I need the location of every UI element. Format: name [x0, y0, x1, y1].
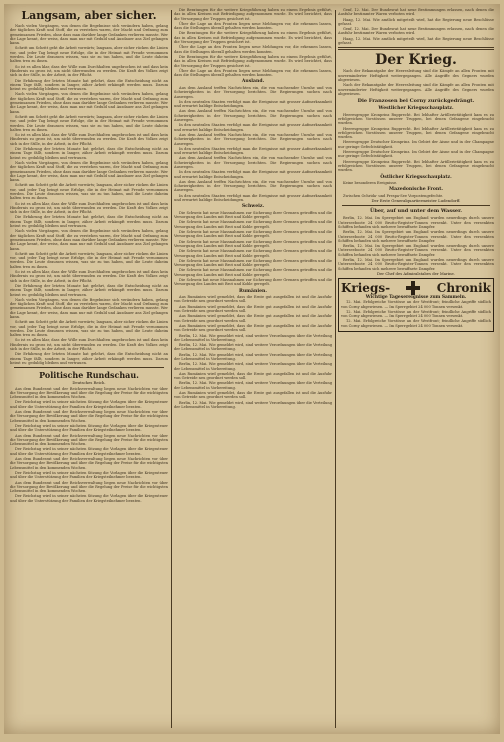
- paragraph: So ist es allen klar, dass der Wille zum Durchhalten ungebrochen ist und dass kein Hindernis zu gross ist, um nicht überwunden zu werden. Die Kraft des Volkes zeigt sich in der Stille, in der Arbeit, in der Pflicht.: [10, 201, 168, 215]
- paragraph: 12. Mai. Erfolgreiche Vorstösse an der Westfront; feindliche Angriffe südlich von Corny abgewiesen. — Im Sperrgebiet 24 000 Tonnen versenkt.: [341, 309, 491, 319]
- paragraph: Aus dem Ausland treffen Nachrichten ein, die von wachsender Unruhe und von Schwierigkeiten in der Versorgung berichten. Die Regierungen suchen nach Auswegen.: [174, 156, 332, 169]
- kriegs-chronik-title-right: Chronik: [436, 280, 491, 295]
- subheading: Mazedonische Front.: [389, 187, 443, 193]
- paragraph: In den neutralen Staaten verfolgt man die Ereignisse mit grosser Aufmerksamkeit und erwartet baldige Entscheidungen.: [174, 99, 332, 109]
- paragraph: Die Erfahrung der letzten Monate hat gelehrt, dass die Entscheidung nicht an einem Tage fällt, sondern in langer, zäher Arbeit erkämpft werden muss. Darum heisst es: geduldig bleiben und vertrauen.: [10, 147, 168, 160]
- paragraph: Nach vielen Vorgängen, von denen die Begebnisse sich verändern haben, gelang der täglichen Kraft und Stoff, die zu verstehen waren, der Macht und Ordnung zum gemeinsamen Frieden, ohne dass man darüber lange Gedanken verlieren musste. Wer die Lage kennt, der weiss, dass man nur mit Geduld und Ausdauer ans Ziel gelangen kann.: [10, 24, 168, 46]
- paragraph: Schritt um Schritt geht die Arbeit vorwärts; langsam, aber sicher rücken die Linien vor, und jeder Tag bringt neue Erfolge, die in der Heimat mit Freude vernommen werden. Die Leute draussen wissen, was sie zu tun haben, und die Leute daheim halten treu zu ihnen.: [10, 114, 168, 132]
- paragraph: Haag, 12. Mai. Wie amtlich mitgeteilt wird, hat die Regierung neue Beschlüsse gefasst.: [338, 17, 494, 26]
- subheading: Östlicher Kriegsschauplatz.: [380, 174, 452, 180]
- paragraph: Schritt um Schritt geht die Arbeit vorwärts; langsam, aber sicher rücken die Linien vor, und jeder Tag bringt neue Erfolge, die in der Heimat mit Freude vernommen werden. Die Leute draussen wissen, was sie zu tun haben, und die Leute daheim halten treu zu ihnen.: [10, 251, 168, 269]
- paragraph: Die Schweiz hat neue Massnahmen zur Sicherung ihrer Grenzen getroffen und die Versorgung des Landes mit Brot und Kohle geregelt.: [174, 220, 332, 229]
- paragraph: Nach der Bekanntgabe der Heeresleitung sind die Kämpfe an allen Fronten mit unverminderter Heftigkeit weitergegangen. Alle Angriffe des Gegners wurden abgewiesen.: [338, 83, 494, 96]
- paragraph: Aus Rumänien wird gemeldet, dass die Ernte gut ausgefallen ist und die Ausfuhr von Getreide neu geordnet werden soll.: [174, 304, 332, 314]
- column-2: [174, 8, 332, 730]
- paragraph: Schritt um Schritt geht die Arbeit vorwärts; langsam, aber sicher rücken die Linien vor, und jeder Tag bringt neue Erfolge, die in der Heimat mit Freude vernommen werden. Die Leute draussen wissen, was sie zu tun haben, und die Leute daheim halten treu zu ihnen.: [10, 183, 168, 201]
- paragraph: So ist es allen klar, dass der Wille zum Durchhalten ungebrochen ist und dass kein Hindernis zu gross ist, um nicht überwunden zu werden. Die Kraft des Volkes zeigt sich in der Stille, in der Arbeit, in der Pflicht.: [10, 64, 168, 78]
- paragraph: Berlin, 12. Mai. Im Sperrgebiet um England wurden neuerdings durch unsere Unterseeboote 24 000 Brutto-Register-Tonnen versenkt. Unter den versenkten Schiffen befanden sich mehrere bewaffnete Dampfer.: [338, 230, 494, 243]
- paragraph: In den neutralen Staaten verfolgt man die Ereignisse mit grosser Aufmerksamkeit und erwartet baldige Entscheidungen.: [174, 146, 332, 156]
- paragraph: Die Erfahrung der letzten Monate hat gelehrt, dass die Entscheidung nicht an einem Tage fällt, sondern in langer, zäher Arbeit erkämpft werden muss. Darum heisst es: geduldig bleiben und vertrauen.: [10, 352, 168, 365]
- paragraph: Nach der Bekanntgabe der Heeresleitung sind die Kämpfe an allen Fronten mit unverminderter Heftigkeit weitergegangen. Alle Angriffe des Gegners wurden abgewiesen.: [338, 69, 494, 82]
- section-title: Schweiz.: [241, 204, 265, 210]
- paragraph: Die Schweiz hat neue Massnahmen zur Sicherung ihrer Grenzen getroffen und die Versorgung des Landes mit Brot und Kohle geregelt.: [174, 268, 332, 277]
- paragraph: Aus dem Ausland treffen Nachrichten ein, die von wachsender Unruhe und von Schwierigkeiten in der Versorgung berichten. Die Regierungen suchen nach Auswegen.: [174, 132, 332, 146]
- paragraph: Genf, 12. Mai. Der Bundesrat hat neue Bestimmungen erlassen, nach denen die Ausfuhr bestimmter Waren verboten wird.: [338, 8, 494, 17]
- paragraph: Die Beratungen für die weitere Kriegsführung haben zu einem Ergebnis geführt, das in allen Kreisen mit Befriedigung aufgenommen wurde. Es wird berichtet, dass die Versorgung der Truppen gesichert ist.: [174, 8, 332, 21]
- paragraph: Aus dem Bundesrat und der Reichsverwaltung liegen neue Nachrichten vor über die Versorgung der Bevölkerung und über die Regelung der Preise für die wichtigsten Lebensmittel in den kommenden Wochen.: [10, 433, 168, 447]
- paragraph: Aus Rumänien wird gemeldet, dass die Ernte gut ausgefallen ist und die Ausfuhr von Getreide neu geordnet werden soll.: [174, 371, 332, 381]
- paragraph: Schritt um Schritt geht die Arbeit vorwärts; langsam, aber sicher rücken die Linien vor, und jeder Tag bringt neue Erfolge, die in der Heimat mit Freude vernommen werden. Die Leute draussen wissen, was sie zu tun haben, und die Leute daheim halten treu zu ihnen.: [10, 320, 168, 338]
- paragraph: Die Schweiz hat neue Massnahmen zur Sicherung ihrer Grenzen getroffen und die Versorgung des Landes mit Brot und Kohle geregelt.: [174, 278, 332, 287]
- paragraph: Die Schweiz hat neue Massnahmen zur Sicherung ihrer Grenzen getroffen und die Versorgung des Landes mit Brot und Kohle geregelt.: [174, 239, 332, 248]
- paragraph: In den neutralen Staaten verfolgt man die Ereignisse mit grosser Aufmerksamkeit und erwartet baldige Entscheidungen.: [174, 123, 332, 132]
- paragraph: Schritt um Schritt geht die Arbeit vorwärts; langsam, aber sicher rücken die Linien vor, und jeder Tag bringt neue Erfolge, die in der Heimat mit Freude vernommen werden. Die Leute draussen wissen, was sie zu tun haben, und die Leute daheim halten treu zu ihnen.: [10, 46, 168, 64]
- paragraph: Die Schweiz hat neue Massnahmen zur Sicherung ihrer Grenzen getroffen und die Versorgung des Landes mit Brot und Kohle geregelt.: [174, 258, 332, 268]
- signature-byline: Der Chef des Admiralstabes der Marine.: [377, 270, 455, 276]
- paragraph: Heeresgruppe Kronprinz Rupprecht. Bei lebhafter Artillerietätigkeit kam es zu erfolgreichen Vorstössen unserer Truppen, bei denen Gefangene eingebracht wurden.: [338, 159, 494, 173]
- kriegs-chronik-header: [341, 281, 491, 295]
- subheading: Die Franzosen bei Corny zurückgedrängt.: [357, 98, 475, 105]
- paragraph: So ist es allen klar, dass der Wille zum Durchhalten ungebrochen ist und dass kein Hindernis zu gross ist, um nicht überwunden zu werden. Die Kraft des Volkes zeigt sich in der Stille, in der Arbeit, in der Pflicht.: [10, 338, 168, 352]
- paragraph: Haag, 12. Mai. Wie amtlich mitgeteilt wird, hat die Regierung neue Beschlüsse gefasst.: [338, 36, 494, 46]
- paragraph: Aus dem Bundesrat und der Reichsverwaltung liegen neue Nachrichten vor über die Versorgung der Bevölkerung und über die Regelung der Preise für die wichtigsten Lebensmittel in den kommenden Wochen.: [10, 410, 168, 423]
- paragraph: Berlin, 12. Mai. Wie gemeldet wird, sind weitere Verordnungen über die Verteilung der Lebensmittel in Vorbereitung.: [174, 400, 332, 409]
- paragraph: Heeresgruppe Deutscher Kronprinz. Im Gebiet der Aisne und in der Champagne nur geringe Gefechtstätigkeit.: [338, 140, 494, 149]
- paragraph: Die Erfahrung der letzten Monate hat gelehrt, dass die Entscheidung nicht an einem Tage fällt, sondern in langer, zäher Arbeit erkämpft werden muss. Darum heisst es: geduldig bleiben und vertrauen.: [10, 283, 168, 297]
- paragraph: Der Reichstag wird in seiner nächsten Sitzung die Vorlagen über die Kriegssteuer und über die Unterstützung der Familien der Kriegsteilnehmer beraten.: [10, 470, 168, 480]
- paragraph: 12. Mai. Erfolgreiche Vorstösse an der Westfront; feindliche Angriffe südlich von Corny abgewiesen. — Im Sperrgebiet 24 000 Tonnen versenkt.: [341, 319, 491, 328]
- paragraph: Berlin, 12. Mai. Wie gemeldet wird, sind weitere Verordnungen über die Verteilung der Lebensmittel in Vorbereitung.: [174, 381, 332, 390]
- paragraph: Aus Rumänien wird gemeldet, dass die Ernte gut ausgefallen ist und die Ausfuhr von Getreide neu geordnet werden soll.: [174, 323, 332, 333]
- paragraph: Heeresgruppe Kronprinz Rupprecht. Bei lebhafter Artillerietätigkeit kam es zu erfolgreichen Vorstössen unserer Truppen, bei denen Gefangene eingebracht wurden.: [338, 126, 494, 140]
- paragraph: In den neutralen Staaten verfolgt man die Ereignisse mit grosser Aufmerksamkeit und erwartet baldige Entscheidungen.: [174, 193, 332, 203]
- paragraph: Aus Rumänien wird gemeldet, dass die Ernte gut ausgefallen ist und die Ausfuhr von Getreide neu geordnet werden soll.: [174, 391, 332, 400]
- separator: [14, 367, 164, 368]
- section-byline: Deutsches Reich.: [72, 380, 106, 386]
- paragraph: 12. Mai. Erfolgreiche Vorstösse an der Westfront; feindliche Angriffe südlich von Corny abgewiesen. — Im Sperrgebiet 24 000 Tonnen versenkt.: [341, 300, 491, 309]
- column-3: [338, 8, 494, 730]
- paragraph: Aus dem Ausland treffen Nachrichten ein, die von wachsender Unruhe und von Schwierigkeiten in der Versorgung berichten. Die Regierungen suchen nach Auswegen.: [174, 85, 332, 99]
- paragraph: Berlin, 12. Mai. Im Sperrgebiet um England wurden neuerdings durch unsere Unterseeboote 24 000 Brutto-Register-Tonnen versenkt. Unter den versenkten Schiffen befanden sich mehrere bewaffnete Dampfer.: [338, 244, 494, 257]
- paragraph: Berlin, 12. Mai. Wie gemeldet wird, sind weitere Verordnungen über die Verteilung der Lebensmittel in Vorbereitung.: [174, 352, 332, 361]
- paragraph: Über die Lage an den Fronten liegen neue Meldungen vor, die erkennen lassen, dass die Stellungen überall gehalten werden konnten.: [174, 45, 332, 54]
- paragraph: Zwischen Ochrida- und Prespa-See Vorpostengefechte.: [343, 193, 444, 198]
- iron-cross-icon: [406, 281, 420, 295]
- paragraph: Die Beratungen für die weitere Kriegsführung haben zu einem Ergebnis geführt, das in allen Kreisen mit Befriedigung aufgenommen wurde. Es wird berichtet, dass die Versorgung der Truppen gesichert ist.: [174, 31, 332, 45]
- separator: [342, 205, 490, 206]
- paragraph: In den neutralen Staaten verfolgt man die Ereignisse mit grosser Aufmerksamkeit und erwartet baldige Entscheidungen.: [174, 170, 332, 179]
- paragraph: Berlin, 12. Mai. Wie gemeldet wird, sind weitere Verordnungen über die Verteilung der Lebensmittel in Vorbereitung.: [174, 333, 332, 342]
- section-title: Ausland.: [241, 79, 265, 85]
- paragraph: Nach vielen Vorgängen, von denen die Begebnisse sich verändern haben, gelang der täglichen Kraft und Stoff, die zu verstehen waren, der Macht und Ordnung zum gemeinsamen Frieden, ohne dass man darüber lange Gedanken verlieren musste. Wer die Lage kennt, der weiss, dass man nur mit Geduld und Ausdauer ans Ziel gelangen kann.: [10, 92, 168, 114]
- signature-byline: Der Erste Generalquartiermeister Ludendorff.: [371, 198, 461, 204]
- paragraph: Die Beratungen für die weitere Kriegsführung haben zu einem Ergebnis geführt, das in allen Kreisen mit Befriedigung aufgenommen wurde. Es wird berichtet, dass die Versorgung der Truppen gesichert ist.: [174, 54, 332, 68]
- paragraph: Die Schweiz hat neue Massnahmen zur Sicherung ihrer Grenzen getroffen und die Versorgung des Landes mit Brot und Kohle geregelt.: [174, 210, 332, 220]
- paragraph: Aus Rumänien wird gemeldet, dass die Ernte gut ausgefallen ist und die Ausfuhr von Getreide neu geordnet werden soll.: [174, 314, 332, 323]
- paragraph: Nach vielen Vorgängen, von denen die Begebnisse sich verändern haben, gelang der täglichen Kraft und Stoff, die zu verstehen waren, der Macht und Ordnung zum gemeinsamen Frieden, ohne dass man darüber lange Gedanken verlieren musste. Wer die Lage kennt, der weiss, dass man nur mit Geduld und Ausdauer ans Ziel gelangen kann.: [10, 229, 168, 251]
- paragraph: So ist es allen klar, dass der Wille zum Durchhalten ungebrochen ist und dass kein Hindernis zu gross ist, um nicht überwunden zu werden. Die Kraft des Volkes zeigt sich in der Stille, in der Arbeit, in der Pflicht.: [10, 133, 168, 146]
- paragraph: So ist es allen klar, dass der Wille zum Durchhalten ungebrochen ist und dass kein Hindernis zu gross ist, um nicht überwunden zu werden. Die Kraft des Volkes zeigt sich in der Stille, in der Arbeit, in der Pflicht.: [10, 270, 168, 283]
- paragraph: Aus dem Bundesrat und der Reichsverwaltung liegen neue Nachrichten vor über die Versorgung der Bevölkerung und über die Regelung der Preise für die wichtigsten Lebensmittel in den kommenden Wochen.: [10, 480, 168, 494]
- paragraph: Aus dem Ausland treffen Nachrichten ein, die von wachsender Unruhe und von Schwierigkeiten in der Versorgung berichten. Die Regierungen suchen nach Auswegen.: [174, 109, 332, 123]
- paragraph: Der Reichstag wird in seiner nächsten Sitzung die Vorlagen über die Kriegssteuer und über die Unterstützung der Familien der Kriegsteilnehmer beraten.: [10, 494, 168, 503]
- paragraph: Aus dem Bundesrat und der Reichsverwaltung liegen neue Nachrichten vor über die Versorgung der Bevölkerung und über die Regelung der Preise für die wichtigsten Lebensmittel in den kommenden Wochen.: [10, 457, 168, 470]
- separator: [338, 47, 494, 50]
- paragraph: Aus dem Bundesrat und der Reichsverwaltung liegen neue Nachrichten vor über die Versorgung der Bevölkerung und über die Regelung der Preise für die wichtigsten Lebensmittel in den kommenden Wochen.: [10, 386, 168, 400]
- kriegs-chronik-box: [338, 278, 494, 332]
- paragraph: Nach vielen Vorgängen, von denen die Begebnisse sich verändern haben, gelang der täglichen Kraft und Stoff, die zu verstehen waren, der Macht und Ordnung zum gemeinsamen Frieden, ohne dass man darüber lange Gedanken verlieren musste. Wer die Lage kennt, der weiss, dass man nur mit Geduld und Ausdauer ans Ziel gelangen kann.: [10, 297, 168, 319]
- paragraph: Der Reichstag wird in seiner nächsten Sitzung die Vorlagen über die Kriegssteuer und über die Unterstützung der Familien der Kriegsteilnehmer beraten.: [10, 400, 168, 409]
- paragraph: Die Schweiz hat neue Massnahmen zur Sicherung ihrer Grenzen getroffen und die Versorgung des Landes mit Brot und Kohle geregelt.: [174, 230, 332, 239]
- kriegs-chronik-subtitle: Wichtige Tagesereignisse zum Sammeln.: [365, 295, 467, 301]
- paragraph: Die Erfahrung der letzten Monate hat gelehrt, dass die Entscheidung nicht an einem Tage fällt, sondern in langer, zäher Arbeit erkämpft werden muss. Darum heisst es: geduldig bleiben und vertrauen.: [10, 215, 168, 229]
- newspaper-page: [4, 4, 500, 734]
- column-1: [10, 8, 168, 730]
- article-title: Langsam, aber sicher.: [21, 9, 157, 22]
- paragraph: Der Reichstag wird in seiner nächsten Sitzung die Vorlagen über die Kriegssteuer und über die Unterstützung der Familien der Kriegsteilnehmer beraten.: [10, 423, 168, 433]
- paragraph: Berlin, 12. Mai. Wie gemeldet wird, sind weitere Verordnungen über die Verteilung der Lebensmittel in Vorbereitung.: [174, 343, 332, 352]
- paragraph: Berlin, 12. Mai. Im Sperrgebiet um England wurden neuerdings durch unsere Unterseeboote 24 000 Brutto-Register-Tonnen versenkt. Unter den versenkten Schiffen befanden sich mehrere bewaffnete Dampfer.: [338, 216, 494, 229]
- paragraph: Aus Rumänien wird gemeldet, dass die Ernte gut ausgefallen ist und die Ausfuhr von Getreide neu geordnet werden soll.: [174, 295, 332, 304]
- subheading: Westlicher Kriegsschauplatz.: [378, 106, 454, 112]
- paragraph: Der Reichstag wird in seiner nächsten Sitzung die Vorlagen über die Kriegssteuer und über die Unterstützung der Familien der Kriegsteilnehmer beraten.: [10, 447, 168, 456]
- paragraph: Berlin, 12. Mai. Wie gemeldet wird, sind weitere Verordnungen über die Verteilung der Lebensmittel in Vorbereitung.: [174, 362, 332, 371]
- paragraph: Über die Lage an den Fronten liegen neue Meldungen vor, die erkennen lassen, dass die Stellungen überall gehalten werden konnten.: [174, 68, 332, 78]
- paragraph: Die Erfahrung der letzten Monate hat gelehrt, dass die Entscheidung nicht an einem Tage fällt, sondern in langer, zäher Arbeit erkämpft werden muss. Darum heisst es: geduldig bleiben und vertrauen.: [10, 78, 168, 92]
- column-rule: [171, 10, 172, 728]
- paragraph: Keine besonderen Ereignisse.: [343, 181, 398, 186]
- paragraph: Berlin, 12. Mai. Im Sperrgebiet um England wurden neuerdings durch unsere Unterseeboote 24 000 Brutto-Register-Tonnen versenkt. Unter den versenkten Schiffen befanden sich mehrere bewaffnete Dampfer.: [338, 258, 494, 271]
- paragraph: Heeresgruppe Kronprinz Rupprecht. Bei lebhafter Artillerietätigkeit kam es zu erfolgreichen Vorstössen unserer Truppen, bei denen Gefangene eingebracht wurden.: [338, 112, 494, 126]
- paragraph: Über die Lage an den Fronten liegen neue Meldungen vor, die erkennen lassen, dass die Stellungen überall gehalten werden konnten.: [174, 21, 332, 31]
- kriegs-chronik-title-left: Kriegs-: [341, 280, 391, 295]
- section-title-krieg: Der Krieg.: [375, 52, 457, 69]
- paragraph: Aus dem Ausland treffen Nachrichten ein, die von wachsender Unruhe und von Schwierigkeiten in der Versorgung berichten. Die Regierungen suchen nach Auswegen.: [174, 179, 332, 193]
- paragraph: Nach vielen Vorgängen, von denen die Begebnisse sich verändern haben, gelang der täglichen Kraft und Stoff, die zu verstehen waren, der Macht und Ordnung zum gemeinsamen Frieden, ohne dass man darüber lange Gedanken verlieren musste. Wer die Lage kennt, der weiss, dass man nur mit Geduld und Ausdauer ans Ziel gelangen kann.: [10, 160, 168, 183]
- section-title: Rumänien.: [239, 288, 267, 294]
- section-title: Politische Rundschau.: [39, 370, 139, 381]
- column-rule: [335, 10, 336, 728]
- paragraph: Genf, 12. Mai. Der Bundesrat hat neue Bestimmungen erlassen, nach denen die Ausfuhr bestimmter Waren verboten wird.: [338, 27, 494, 36]
- paragraph: Die Schweiz hat neue Massnahmen zur Sicherung ihrer Grenzen getroffen und die Versorgung des Landes mit Brot und Kohle geregelt.: [174, 249, 332, 258]
- paragraph: Heeresgruppe Deutscher Kronprinz. Im Gebiet der Aisne und in der Champagne nur geringe Gefechtstätigkeit.: [338, 150, 494, 159]
- subheading: Über, auf und unter dem Wasser.: [369, 208, 463, 215]
